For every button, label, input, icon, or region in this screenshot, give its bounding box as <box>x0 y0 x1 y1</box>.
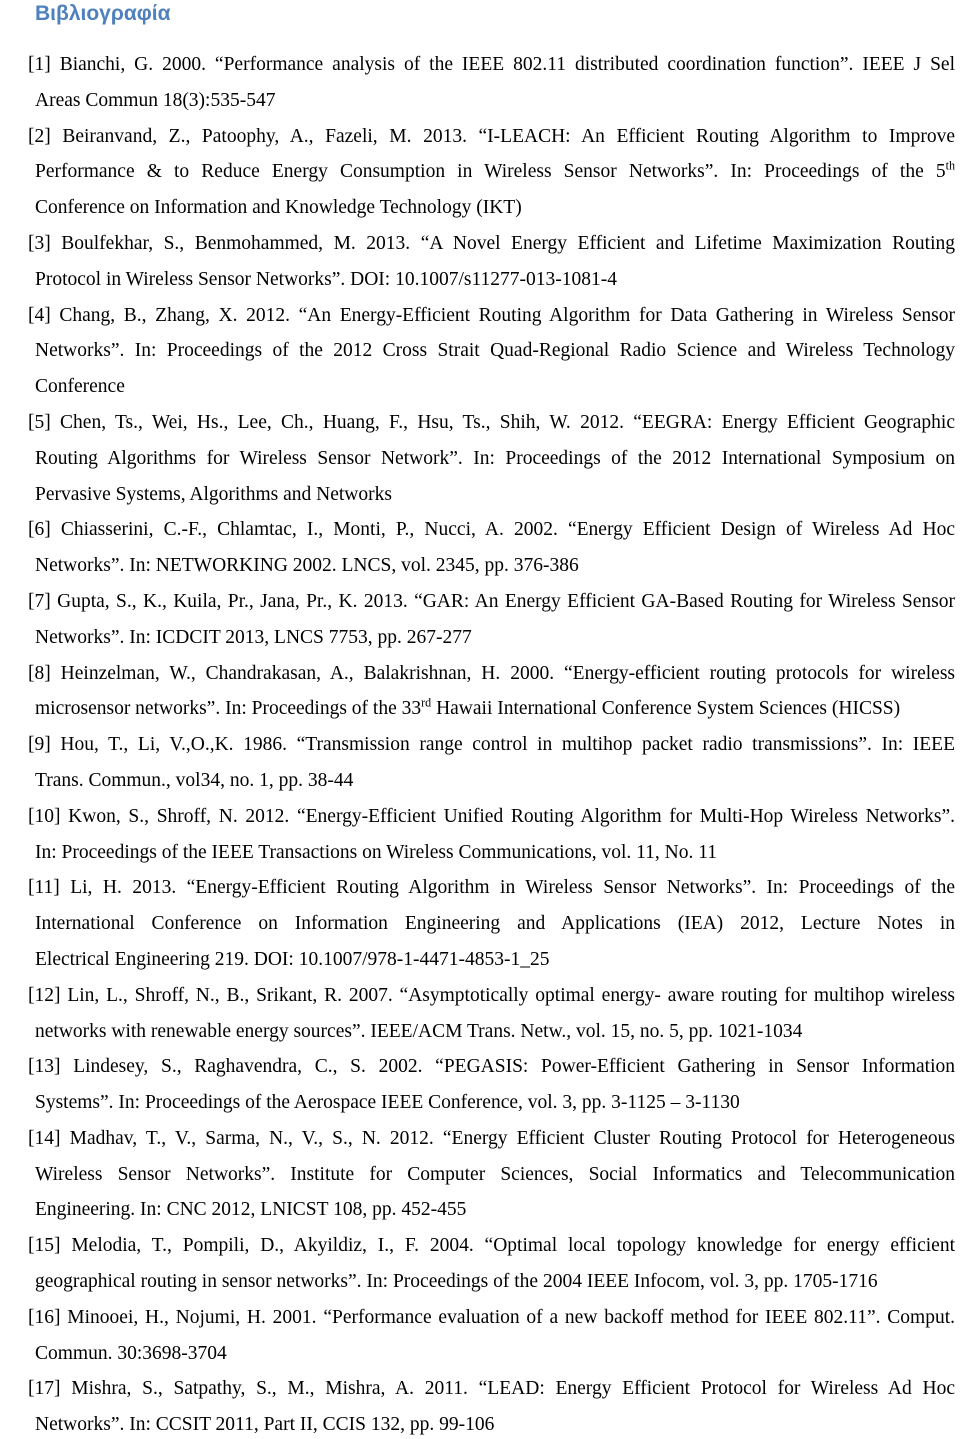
superscript: th <box>945 158 955 173</box>
reference-entry <box>28 733 955 793</box>
reference-continuation-line: Electrical Engineering 219. DOI: 10.1007/978-1-4471-4853-1_25 <box>35 948 550 970</box>
reference-first-line: [10] Kwon, S., Shroff, N. 2012. “Energy-Efficient Unified Routing Algorithm for Multi-Hop Wireless Networks”. <box>28 805 955 827</box>
reference-continuation-line: Pervasive Systems, Algorithms and Networks <box>35 483 392 505</box>
reference-first-line: [15] Melodia, T., Pompili, D., Akyildiz, I., F. 2004. “Optimal local topology knowledge for energy efficient <box>28 1235 955 1257</box>
reference-continuation-line: Conference <box>35 376 125 398</box>
reference-entry <box>28 53 955 113</box>
superscript: rd <box>421 695 432 710</box>
reference-text: microsensor networks”. In: Proceedings of the 33 <box>35 698 422 720</box>
reference-first-line: [13] Lindesey, S., Raghavendra, C., S. 2002. “PEGASIS: Power-Efficient Gathering in Sensor Information <box>28 1056 955 1078</box>
reference-first-line: [8] Heinzelman, W., Chandrakasan, A., Balakrishnan, H. 2000. “Energy-efficient routing protocols for wireless <box>28 662 955 684</box>
reference-continuation-line: Conference on Information and Knowledge Technology (IKT) <box>35 197 522 219</box>
reference-text: Performance & to Reduce Energy Consumption in Wireless Sensor Networks”. In: Proceedings of the 5 <box>35 161 946 183</box>
reference-entry <box>28 232 955 292</box>
reference-first-line: [4] Chang, B., Zhang, X. 2012. “An Energy-Efficient Routing Algorithm for Data Gathering in Wireless Sensor <box>28 304 955 326</box>
reference-continuation-line: geographical routing in sensor networks”. In: Proceedings of the 2004 IEEE Infocom, vol. 3, pp. 1705-1716 <box>35 1271 878 1293</box>
reference-entry <box>28 1055 955 1115</box>
reference-first-line: [17] Mishra, S., Satpathy, S., M., Mishra, A. 2011. “LEAD: Energy Efficient Protocol for Wireless Ad Hoc <box>28 1378 955 1400</box>
reference-continuation-line: Networks”. In: Proceedings of the 2012 Cross Strait Quad-Regional Radio Science and Wireless Technology <box>35 340 955 362</box>
reference-entry <box>28 1127 955 1223</box>
reference-continuation-line <box>28 697 955 721</box>
reference-continuation-line: Networks”. In: ICDCIT 2013, LNCS 7753, pp. 267-277 <box>35 626 472 648</box>
reference-continuation-line: In: Proceedings of the IEEE Transactions on Wireless Communications, vol. 11, No. 11 <box>35 841 717 863</box>
reference-continuation-line: networks with renewable energy sources”. IEEE/ACM Trans. Netw., vol. 15, no. 5, pp. 1021-1034 <box>35 1020 803 1042</box>
reference-first-line: [14] Madhav, T., V., Sarma, N., V., S., N. 2012. “Energy Efficient Cluster Routing Protocol for Heterogeneous <box>28 1127 955 1149</box>
reference-first-line: [1] Bianchi, G. 2000. “Performance analysis of the IEEE 802.11 distributed coordination function”. IEEE J Sel <box>28 53 955 75</box>
reference-continuation-line: Areas Commun 18(3):535-547 <box>35 89 276 111</box>
reference-continuation-line <box>28 160 955 184</box>
reference-entry <box>28 590 955 650</box>
reference-first-line: [2] Beiranvand, Z., Patoophy, A., Fazeli, M. 2013. “I-LEACH: An Efficient Routing Algorithm to Improve <box>28 125 955 147</box>
reference-entry <box>28 125 955 221</box>
reference-entry <box>28 984 955 1044</box>
reference-first-line: [11] Li, H. 2013. “Energy-Efficient Routing Algorithm in Wireless Sensor Networks”. In: Proceedings of the <box>28 877 955 899</box>
reference-entry <box>28 1377 955 1437</box>
reference-continuation-line: Networks”. In: NETWORKING 2002. LNCS, vol. 2345, pp. 376-386 <box>35 555 579 577</box>
reference-continuation-line: Networks”. In: CCSIT 2011, Part II, CCIS 132, pp. 99-106 <box>35 1414 495 1436</box>
reference-entry <box>28 1306 955 1366</box>
reference-continuation-line: International Conference on Information Engineering and Applications (IEA) 2012, Lecture Notes in <box>35 913 955 935</box>
reference-continuation-line: Engineering. In: CNC 2012, LNICST 108, pp. 452-455 <box>35 1199 467 1221</box>
reference-entry <box>28 411 955 507</box>
reference-first-line: [16] Minooei, H., Nojumi, H. 2001. “Performance evaluation of a new backoff method for IEEE 802.11”. Comput. <box>28 1306 955 1328</box>
reference-entry <box>28 805 955 865</box>
reference-first-line: [7] Gupta, S., K., Kuila, Pr., Jana, Pr., K. 2013. “GAR: An Energy Efficient GA-Based Routing for Wireless Sensor <box>28 590 955 612</box>
reference-entry <box>28 662 955 722</box>
reference-continuation-line: Trans. Commun., vol34, no. 1, pp. 38-44 <box>35 769 354 791</box>
reference-first-line: [12] Lin, L., Shroff, N., B., Srikant, R. 2007. “Asymptotically optimal energy- aware routing for multihop wireless <box>28 984 955 1006</box>
reference-entry <box>28 876 955 972</box>
reference-entry <box>28 518 955 578</box>
reference-continuation-line: Commun. 30:3698-3704 <box>35 1342 227 1364</box>
reference-continuation-line: Routing Algorithms for Wireless Sensor Network”. In: Proceedings of the 2012 International Symposium on <box>35 447 955 469</box>
reference-entry <box>28 1234 955 1294</box>
reference-first-line: [5] Chen, Ts., Wei, Hs., Lee, Ch., Huang, F., Hsu, Ts., Shih, W. 2012. “EEGRA: Energy Efficient Geographic <box>28 411 955 433</box>
reference-first-line: [6] Chiasserini, C.-F., Chlamtac, I., Monti, P., Nucci, A. 2002. “Energy Efficient Design of Wireless Ad Hoc <box>28 519 955 541</box>
reference-continuation-line: Wireless Sensor Networks”. Institute for Computer Sciences, Social Informatics and Telecommunication <box>35 1163 955 1185</box>
reference-list <box>28 41 955 1437</box>
reference-continuation-line: Systems”. In: Proceedings of the Aerospace IEEE Conference, vol. 3, pp. 3-1125 – 3-1130 <box>35 1092 740 1114</box>
reference-first-line: [3] Boulfekhar, S., Benmohammed, M. 2013. “A Novel Energy Efficient and Lifetime Maximization Routing <box>28 232 955 254</box>
reference-entry <box>28 304 955 400</box>
page-title: Βιβλιογραφία <box>35 2 171 25</box>
reference-continuation-line: Protocol in Wireless Sensor Networks”. DOI: 10.1007/s11277-013-1081-4 <box>35 268 617 290</box>
reference-first-line: [9] Hou, T., Li, V.,O.,K. 1986. “Transmission range control in multihop packet radio transmissions”. In: IEEE <box>28 734 955 756</box>
reference-text: Hawaii International Conference System Sciences (HICSS) <box>431 698 901 720</box>
